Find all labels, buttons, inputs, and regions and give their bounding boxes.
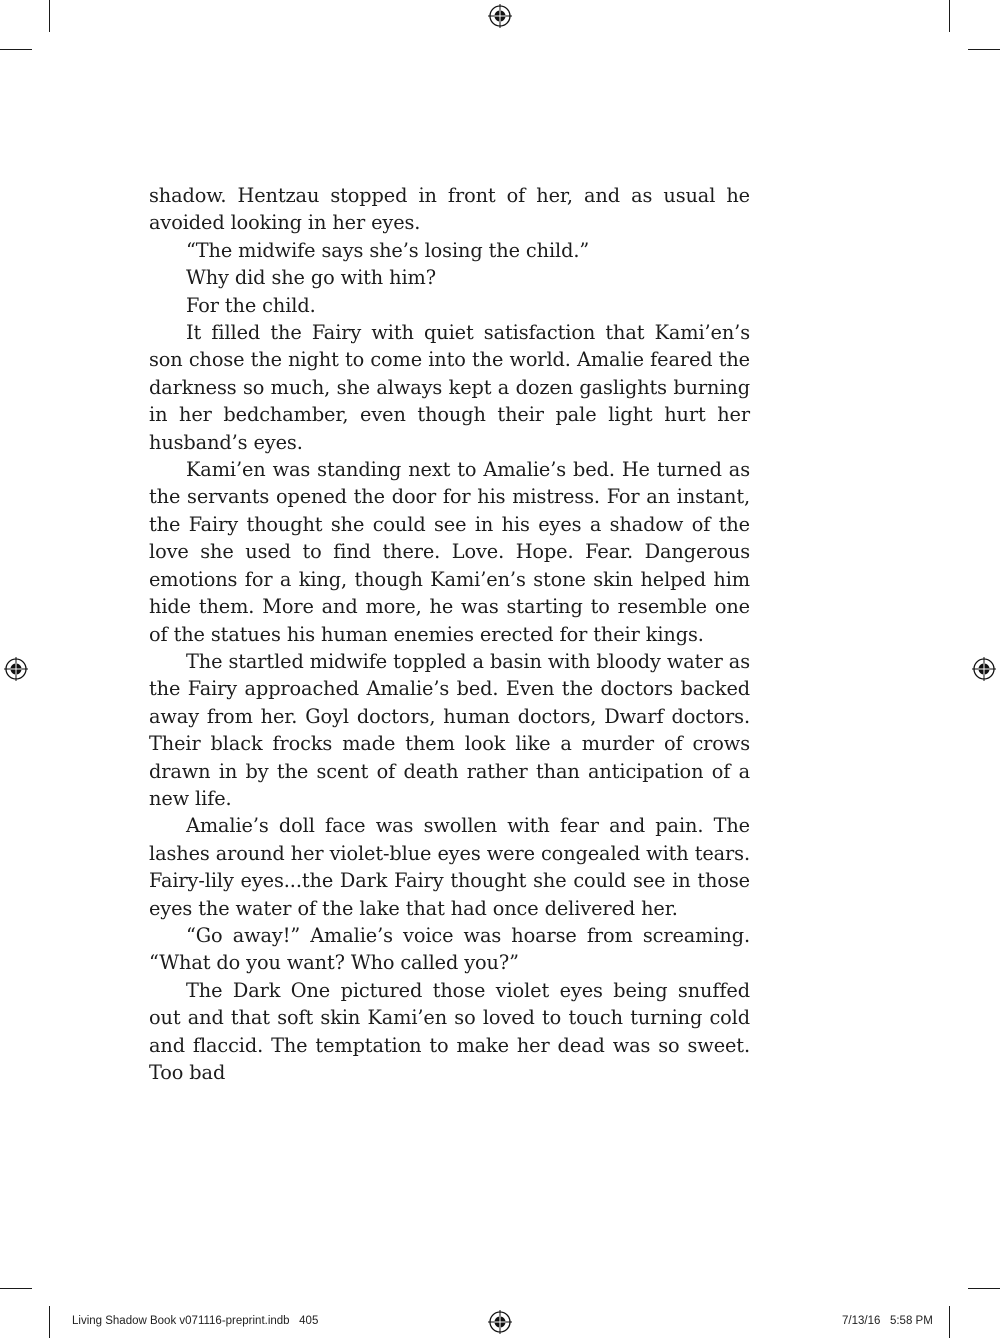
crop-mark xyxy=(0,49,32,50)
paragraph: “Go away!” Amalie’s voice was hoarse from screaming. “What do you want? Who called you?” xyxy=(149,923,750,975)
registration-mark-icon xyxy=(488,1310,512,1334)
paragraph: The Dark One pictured those violet eyes being snuffed out and that soft skin Kami’en so loved to touch turning cold and flaccid. The temptation to make her dead was so sweet. Too bad xyxy=(149,978,750,1084)
crop-mark xyxy=(949,1306,950,1338)
registration-mark-icon xyxy=(972,657,996,681)
paragraph: For the child. xyxy=(186,293,316,317)
crop-mark xyxy=(949,0,950,32)
paragraph: Kami’en was standing next to Amalie’s bed. He turned as the servants opened the door for his mistress. For an instant, the Fairy thought she could see in his eyes a shadow of the love she used to find there. Love. Hope. Fear. Dangerous emotions for a king, though Kami’en’s stone skin helped him hide them. More and more, he was starting to resemble one of the statues his human enemies erected for their kings. xyxy=(149,458,750,646)
crop-mark xyxy=(49,1306,50,1338)
body-text xyxy=(149,182,750,1086)
paragraph: It filled the Fairy with quiet satisfaction that Kami’en’s son chose the night to come into the world. Amalie feared the darkness so much, she always kept a dozen gaslights burning in her bedchamber, even though their pale light hurt her husband’s eyes. xyxy=(149,321,750,454)
paragraph: shadow. Hentzau stopped in front of her, and as usual he avoided looking in her eyes. xyxy=(149,184,750,235)
registration-mark-icon xyxy=(4,657,28,681)
paragraph: Amalie’s doll face was swollen with fear and pain. The lashes around her violet-blue eyes were congealed with tears. Fairy-lily eyes...the Dark Fairy thought she could see in those eyes the water of the lake that had once delivered her. xyxy=(149,814,750,920)
paragraph: The startled midwife toppled a basin with bloody water as the Fairy approached Amalie’s bed. Even the doctors backed away from her. Goyl doctors, human doctors, Dwarf doctors. Their black frocks made them look like a murder of crows drawn in by the scent of death rather than anticipation of a new life. xyxy=(149,649,750,810)
slug-datetime: 7/13/16 5:58 PM xyxy=(842,1315,933,1327)
crop-mark xyxy=(968,1288,1000,1289)
slug-filename: Living Shadow Book v071116-preprint.indb 405 xyxy=(72,1315,319,1327)
registration-mark-icon xyxy=(488,4,512,28)
crop-mark xyxy=(0,1288,32,1289)
crop-mark xyxy=(968,49,1000,50)
paragraph: “The midwife says she’s losing the child.” xyxy=(186,238,590,262)
paragraph: Why did she go with him? xyxy=(186,266,436,290)
crop-mark xyxy=(49,0,50,32)
